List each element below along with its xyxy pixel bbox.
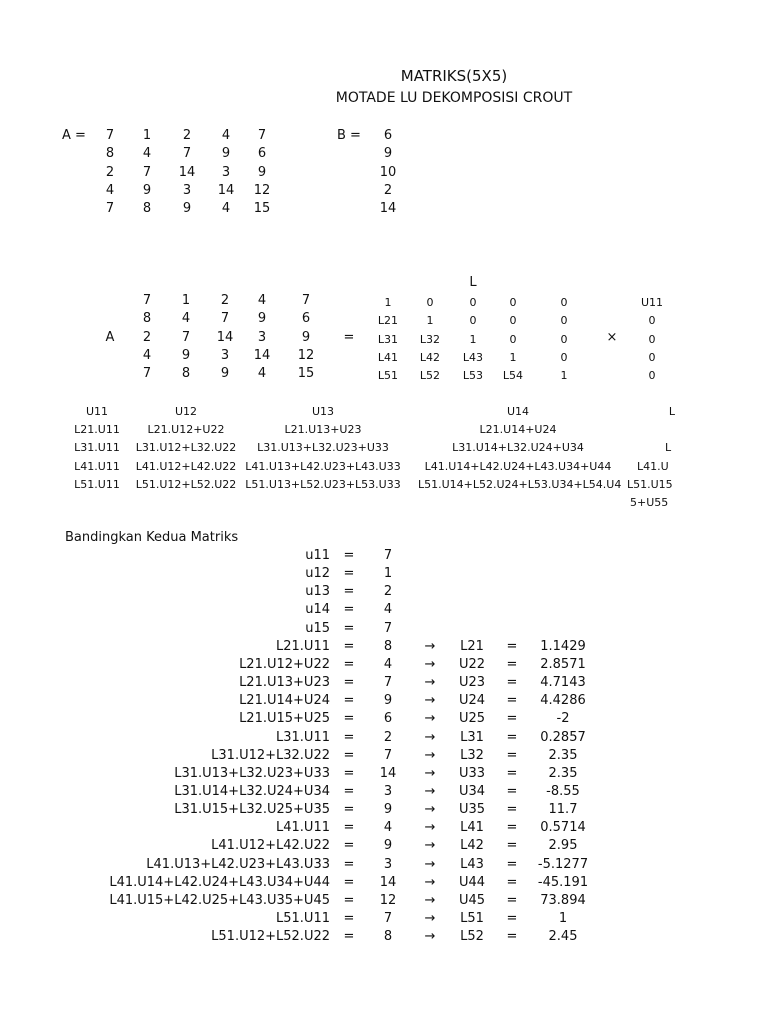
matrix-a-cell: 1 bbox=[142, 128, 152, 143]
equals-sign: = bbox=[506, 857, 518, 872]
equals-sign: = bbox=[506, 675, 518, 690]
equation-lhs: L31.U11 bbox=[276, 730, 330, 745]
equation-lhs: u14 bbox=[305, 602, 330, 617]
equation-lhs: L31.U15+L32.U25+U35 bbox=[174, 802, 330, 817]
equals-sign: = bbox=[343, 838, 355, 853]
variable-result: 1 bbox=[558, 911, 568, 926]
equation-value: 3 bbox=[383, 857, 393, 872]
variable-name: U25 bbox=[458, 711, 486, 726]
matrix-a-cell: 14 bbox=[178, 165, 196, 180]
equals-sign: = bbox=[343, 784, 355, 799]
matrix-a-cell: 9 bbox=[142, 183, 152, 198]
equals-sign: = bbox=[343, 548, 355, 563]
equation-value: 4 bbox=[383, 657, 393, 672]
equals-sign: = bbox=[343, 911, 355, 926]
arrow-icon: → bbox=[424, 693, 436, 708]
arrow-icon: → bbox=[424, 929, 436, 944]
matrix-b-cell: 6 bbox=[383, 128, 393, 143]
lu-a-cell: 14 bbox=[216, 330, 234, 345]
arrow-icon: → bbox=[424, 784, 436, 799]
variable-result: -45.191 bbox=[537, 875, 589, 890]
lu-a-cell: 6 bbox=[301, 311, 311, 326]
l-matrix-cell: 1 bbox=[384, 296, 392, 309]
lu-a-cell: 8 bbox=[142, 311, 152, 326]
l-matrix-cell: L32 bbox=[419, 333, 441, 346]
equation-value: 3 bbox=[383, 784, 393, 799]
variable-name: U35 bbox=[458, 802, 486, 817]
variable-name: U44 bbox=[458, 875, 486, 890]
equals-sign: = bbox=[343, 802, 355, 817]
equals-sign: = bbox=[506, 911, 518, 926]
product-cell: L31.U13+L32.U23+U33 bbox=[257, 441, 389, 454]
lu-a-cell: 7 bbox=[142, 366, 152, 381]
matrix-a-cell: 2 bbox=[182, 128, 192, 143]
arrow-icon: → bbox=[424, 711, 436, 726]
arrow-icon: → bbox=[424, 820, 436, 835]
variable-name: L41 bbox=[460, 820, 484, 835]
equation-lhs: L51.U12+L52.U22 bbox=[211, 929, 330, 944]
equation-lhs: L21.U12+U22 bbox=[239, 657, 330, 672]
l-matrix-cell: 1 bbox=[509, 351, 517, 364]
matrix-a-cell: 4 bbox=[105, 183, 115, 198]
lu-a-cell: 4 bbox=[181, 311, 191, 326]
equation-lhs: u13 bbox=[305, 584, 330, 599]
equation-lhs: u11 bbox=[305, 548, 330, 563]
matrix-a-cell: 3 bbox=[182, 183, 192, 198]
equation-value: 7 bbox=[383, 675, 393, 690]
l-matrix-cell: L21 bbox=[377, 314, 399, 327]
product-cell: L51.U11 bbox=[74, 478, 120, 491]
variable-result: -8.55 bbox=[546, 784, 580, 799]
equals-sign: = bbox=[506, 838, 518, 853]
matrix-a-cell: 14 bbox=[217, 183, 235, 198]
variable-name: U34 bbox=[458, 784, 486, 799]
variable-result: 2.8571 bbox=[540, 657, 586, 672]
equals-sign: = bbox=[343, 748, 355, 763]
variable-name: U23 bbox=[458, 675, 486, 690]
l-matrix-cell: 0 bbox=[560, 314, 568, 327]
lu-a-cell: 9 bbox=[181, 348, 191, 363]
equals-sign: = bbox=[506, 820, 518, 835]
equation-value: 1 bbox=[383, 566, 393, 581]
matrix-a-cell: 8 bbox=[142, 201, 152, 216]
equals-sign: = bbox=[506, 711, 518, 726]
matrix-b-cell: 2 bbox=[383, 183, 393, 198]
product-cell: L41.U13+L42.U23+L43.U33 bbox=[245, 460, 401, 473]
variable-result: 4.7143 bbox=[540, 675, 586, 690]
equals-sign: = bbox=[343, 584, 355, 599]
equals-sign: = bbox=[343, 675, 355, 690]
equation-value: 12 bbox=[379, 893, 397, 908]
equation-value: 4 bbox=[383, 602, 393, 617]
variable-name: L21 bbox=[460, 639, 484, 654]
equation-lhs: u15 bbox=[305, 621, 330, 636]
variable-result: -2 bbox=[556, 711, 570, 726]
matrix-a-cell: 7 bbox=[257, 128, 267, 143]
matrix-a-cell: 3 bbox=[221, 165, 231, 180]
equation-lhs: L21.U13+U23 bbox=[239, 675, 330, 690]
product-cell: L51.U14+L52.U24+L53.U34+L54.U4 bbox=[418, 478, 622, 491]
equation-lhs: u12 bbox=[305, 566, 330, 581]
product-cell: L31.U14+L32.U24+U34 bbox=[452, 441, 584, 454]
u-matrix-cell: 0 bbox=[648, 314, 656, 327]
l-matrix-cell: L54 bbox=[502, 369, 524, 382]
lu-a-cell: 15 bbox=[297, 366, 315, 381]
variable-result: 2.35 bbox=[548, 748, 578, 763]
matrix-a-cell: 9 bbox=[257, 165, 267, 180]
equals-sign: = bbox=[343, 566, 355, 581]
lu-a-cell: 9 bbox=[257, 311, 267, 326]
equation-lhs: L21.U14+U24 bbox=[239, 693, 330, 708]
equation-value: 6 bbox=[383, 711, 393, 726]
l-matrix-cell: 0 bbox=[509, 296, 517, 309]
matrix-b-cell: 10 bbox=[379, 165, 397, 180]
matrix-a-cell: 7 bbox=[142, 165, 152, 180]
product-cell: L41.U14+L42.U24+L43.U34+U44 bbox=[424, 460, 612, 473]
l-matrix-cell: L51 bbox=[377, 369, 399, 382]
lu-a-cell: 2 bbox=[220, 293, 230, 308]
arrow-icon: → bbox=[424, 838, 436, 853]
variable-name: U45 bbox=[458, 893, 486, 908]
equation-value: 7 bbox=[383, 621, 393, 636]
equals-sign: = bbox=[506, 929, 518, 944]
lu-a-cell: 4 bbox=[257, 293, 267, 308]
lu-a-cell: 1 bbox=[181, 293, 191, 308]
l-matrix-cell: 1 bbox=[560, 369, 568, 382]
product-cell: L21.U11 bbox=[74, 423, 120, 436]
matrix-a-cell: 4 bbox=[221, 201, 231, 216]
matrix-b-cell: 14 bbox=[379, 201, 397, 216]
lu-a-cell: 9 bbox=[301, 330, 311, 345]
equals-sign: = bbox=[506, 893, 518, 908]
arrow-icon: → bbox=[424, 893, 436, 908]
lu-a-cell: 7 bbox=[220, 311, 230, 326]
equation-lhs: L21.U15+U25 bbox=[239, 711, 330, 726]
equals-sign: = bbox=[343, 893, 355, 908]
l-matrix-cell: 1 bbox=[426, 314, 434, 327]
equation-lhs: L41.U12+L42.U22 bbox=[211, 838, 330, 853]
equation-value: 7 bbox=[383, 748, 393, 763]
variable-result: 1.1429 bbox=[540, 639, 586, 654]
l-matrix-cell: L43 bbox=[462, 351, 484, 364]
arrow-icon: → bbox=[424, 911, 436, 926]
arrow-icon: → bbox=[424, 766, 436, 781]
matrix-a-cell: 9 bbox=[182, 201, 192, 216]
matrix-a-cell: 7 bbox=[105, 201, 115, 216]
equals-sign: = bbox=[343, 730, 355, 745]
arrow-icon: → bbox=[424, 657, 436, 672]
lu-a-cell: 3 bbox=[257, 330, 267, 345]
l-matrix-cell: 0 bbox=[426, 296, 434, 309]
variable-name: U24 bbox=[458, 693, 486, 708]
product-cell: L31.U11 bbox=[74, 441, 120, 454]
variable-name: L32 bbox=[460, 748, 484, 763]
matrix-b-label: B = bbox=[337, 128, 361, 143]
matrix-b-cell: 9 bbox=[383, 146, 393, 161]
variable-result: 0.5714 bbox=[540, 820, 586, 835]
arrow-icon: → bbox=[424, 875, 436, 890]
equals-sign: = bbox=[506, 784, 518, 799]
u-matrix-cell: 0 bbox=[648, 351, 656, 364]
l-matrix-heading: L bbox=[469, 275, 477, 290]
product-header: U12 bbox=[174, 405, 198, 418]
product-cell: L51.U13+L52.U23+L53.U33 bbox=[245, 478, 401, 491]
matrix-a-cell: 12 bbox=[253, 183, 271, 198]
matrix-a-cell: 8 bbox=[105, 146, 115, 161]
equation-value: 7 bbox=[383, 548, 393, 563]
equals-sign: = bbox=[343, 929, 355, 944]
product-header: U11 bbox=[85, 405, 109, 418]
variable-result: 73.894 bbox=[540, 893, 586, 908]
l-matrix-cell: 1 bbox=[469, 333, 477, 346]
variable-name: L43 bbox=[460, 857, 484, 872]
equals-sign: = bbox=[343, 820, 355, 835]
product-cell: L31.U12+L32.U22 bbox=[135, 441, 237, 454]
equation-lhs: L31.U12+L32.U22 bbox=[211, 748, 330, 763]
lu-a-cell: 8 bbox=[181, 366, 191, 381]
compare-heading: Bandingkan Kedua Matriks bbox=[65, 530, 239, 545]
product-cell: L21.U12+U22 bbox=[147, 423, 225, 436]
equation-value: 9 bbox=[383, 802, 393, 817]
variable-result: 2.35 bbox=[548, 766, 578, 781]
equation-lhs: L21.U11 bbox=[276, 639, 330, 654]
product-header: U14 bbox=[506, 405, 530, 418]
equation-value: 7 bbox=[383, 911, 393, 926]
page-subtitle: MOTADE LU DEKOMPOSISI CROUT bbox=[335, 90, 573, 106]
equals-sign: = bbox=[506, 748, 518, 763]
arrow-icon: → bbox=[424, 748, 436, 763]
equation-lhs: L41.U11 bbox=[276, 820, 330, 835]
equation-lhs: L41.U13+L42.U23+L43.U33 bbox=[146, 857, 330, 872]
lu-a-cell: 4 bbox=[257, 366, 267, 381]
l-matrix-cell: L52 bbox=[419, 369, 441, 382]
lu-a-cell: 4 bbox=[142, 348, 152, 363]
product-cell: L51.U15 bbox=[627, 478, 673, 491]
product-header: L bbox=[668, 405, 676, 418]
equals-sign: = bbox=[343, 657, 355, 672]
equation-value: 4 bbox=[383, 820, 393, 835]
matrix-a-cell: 7 bbox=[105, 128, 115, 143]
equation-value: 2 bbox=[383, 584, 393, 599]
arrow-icon: → bbox=[424, 802, 436, 817]
product-cell: L41.U bbox=[637, 460, 669, 473]
variable-name: U22 bbox=[458, 657, 486, 672]
variable-name: U33 bbox=[458, 766, 486, 781]
equation-value: 9 bbox=[383, 838, 393, 853]
matrix-a-cell: 15 bbox=[253, 201, 271, 216]
equation-value: 8 bbox=[383, 639, 393, 654]
matrix-a-cell: 2 bbox=[105, 165, 115, 180]
l-matrix-cell: 0 bbox=[560, 351, 568, 364]
equals-sign: = bbox=[343, 639, 355, 654]
lu-a-cell: 14 bbox=[253, 348, 271, 363]
variable-name: L52 bbox=[460, 929, 484, 944]
lu-a-cell: 7 bbox=[301, 293, 311, 308]
equals-sign: = bbox=[343, 766, 355, 781]
equals-sign: = bbox=[343, 875, 355, 890]
equals-sign: = bbox=[343, 711, 355, 726]
lu-a-cell: 9 bbox=[220, 366, 230, 381]
equation-value: 9 bbox=[383, 693, 393, 708]
l-matrix-cell: 0 bbox=[509, 314, 517, 327]
product-cell: L bbox=[665, 441, 672, 454]
equals-sign: = bbox=[506, 693, 518, 708]
variable-result: -5.1277 bbox=[537, 857, 589, 872]
product-cell: L21.U14+U24 bbox=[479, 423, 557, 436]
multiply-sign: × bbox=[606, 330, 618, 345]
equation-lhs: L41.U15+L42.U25+L43.U35+U45 bbox=[109, 893, 330, 908]
equals-sign: = bbox=[343, 621, 355, 636]
matrix-a-cell: 6 bbox=[257, 146, 267, 161]
equation-value: 2 bbox=[383, 730, 393, 745]
lu-a-cell: 7 bbox=[142, 293, 152, 308]
lu-a-cell: 3 bbox=[220, 348, 230, 363]
l-matrix-cell: 0 bbox=[560, 296, 568, 309]
arrow-icon: → bbox=[424, 639, 436, 654]
equation-lhs: L31.U13+L32.U23+U33 bbox=[174, 766, 330, 781]
variable-result: 2.45 bbox=[548, 929, 578, 944]
equals-sign: = bbox=[343, 330, 355, 345]
l-matrix-cell: 0 bbox=[469, 314, 477, 327]
matrix-a-cell: 4 bbox=[142, 146, 152, 161]
equation-value: 8 bbox=[383, 929, 393, 944]
equals-sign: = bbox=[506, 766, 518, 781]
equation-value: 14 bbox=[379, 766, 397, 781]
variable-name: L51 bbox=[460, 911, 484, 926]
arrow-icon: → bbox=[424, 675, 436, 690]
l-matrix-cell: L42 bbox=[419, 351, 441, 364]
matrix-a-cell: 7 bbox=[182, 146, 192, 161]
matrix-a-label: A = bbox=[62, 128, 86, 143]
matrix-a-cell: 4 bbox=[221, 128, 231, 143]
variable-result: 0.2857 bbox=[540, 730, 586, 745]
variable-result: 2.95 bbox=[548, 838, 578, 853]
product-cell: L41.U12+L42.U22 bbox=[135, 460, 237, 473]
equation-lhs: L41.U14+L42.U24+L43.U34+U44 bbox=[109, 875, 330, 890]
equals-sign: = bbox=[506, 875, 518, 890]
matrix-a-cell: 9 bbox=[221, 146, 231, 161]
lu-a-cell: 12 bbox=[297, 348, 315, 363]
equals-sign: = bbox=[343, 693, 355, 708]
product-cell: L51.U12+L52.U22 bbox=[135, 478, 237, 491]
lu-a-cell: 2 bbox=[142, 330, 152, 345]
l-matrix-cell: 0 bbox=[469, 296, 477, 309]
u-matrix-cell: U11 bbox=[640, 296, 664, 309]
product-cell: L21.U13+U23 bbox=[284, 423, 362, 436]
l-matrix-cell: L53 bbox=[462, 369, 484, 382]
l-matrix-cell: 0 bbox=[509, 333, 517, 346]
equals-sign: = bbox=[343, 602, 355, 617]
equation-value: 14 bbox=[379, 875, 397, 890]
variable-name: L31 bbox=[460, 730, 484, 745]
u-matrix-cell: 0 bbox=[648, 369, 656, 382]
variable-result: 4.4286 bbox=[540, 693, 586, 708]
l-matrix-cell: 0 bbox=[560, 333, 568, 346]
product-overflow-text: 5+U55 bbox=[630, 496, 669, 509]
u-matrix-cell: 0 bbox=[648, 333, 656, 346]
a-matrix-letter: A bbox=[105, 330, 115, 345]
equation-lhs: L31.U14+L32.U24+U34 bbox=[174, 784, 330, 799]
product-cell: L41.U11 bbox=[74, 460, 120, 473]
equals-sign: = bbox=[506, 639, 518, 654]
l-matrix-cell: L31 bbox=[377, 333, 399, 346]
product-header: U13 bbox=[311, 405, 335, 418]
variable-result: 11.7 bbox=[548, 802, 578, 817]
l-matrix-cell: L41 bbox=[377, 351, 399, 364]
equals-sign: = bbox=[343, 857, 355, 872]
page-title: MATRIKS(5X5) bbox=[400, 67, 508, 85]
arrow-icon: → bbox=[424, 857, 436, 872]
lu-a-cell: 7 bbox=[181, 330, 191, 345]
equals-sign: = bbox=[506, 802, 518, 817]
equals-sign: = bbox=[506, 730, 518, 745]
arrow-icon: → bbox=[424, 730, 436, 745]
variable-name: L42 bbox=[460, 838, 484, 853]
equation-lhs: L51.U11 bbox=[276, 911, 330, 926]
equals-sign: = bbox=[506, 657, 518, 672]
